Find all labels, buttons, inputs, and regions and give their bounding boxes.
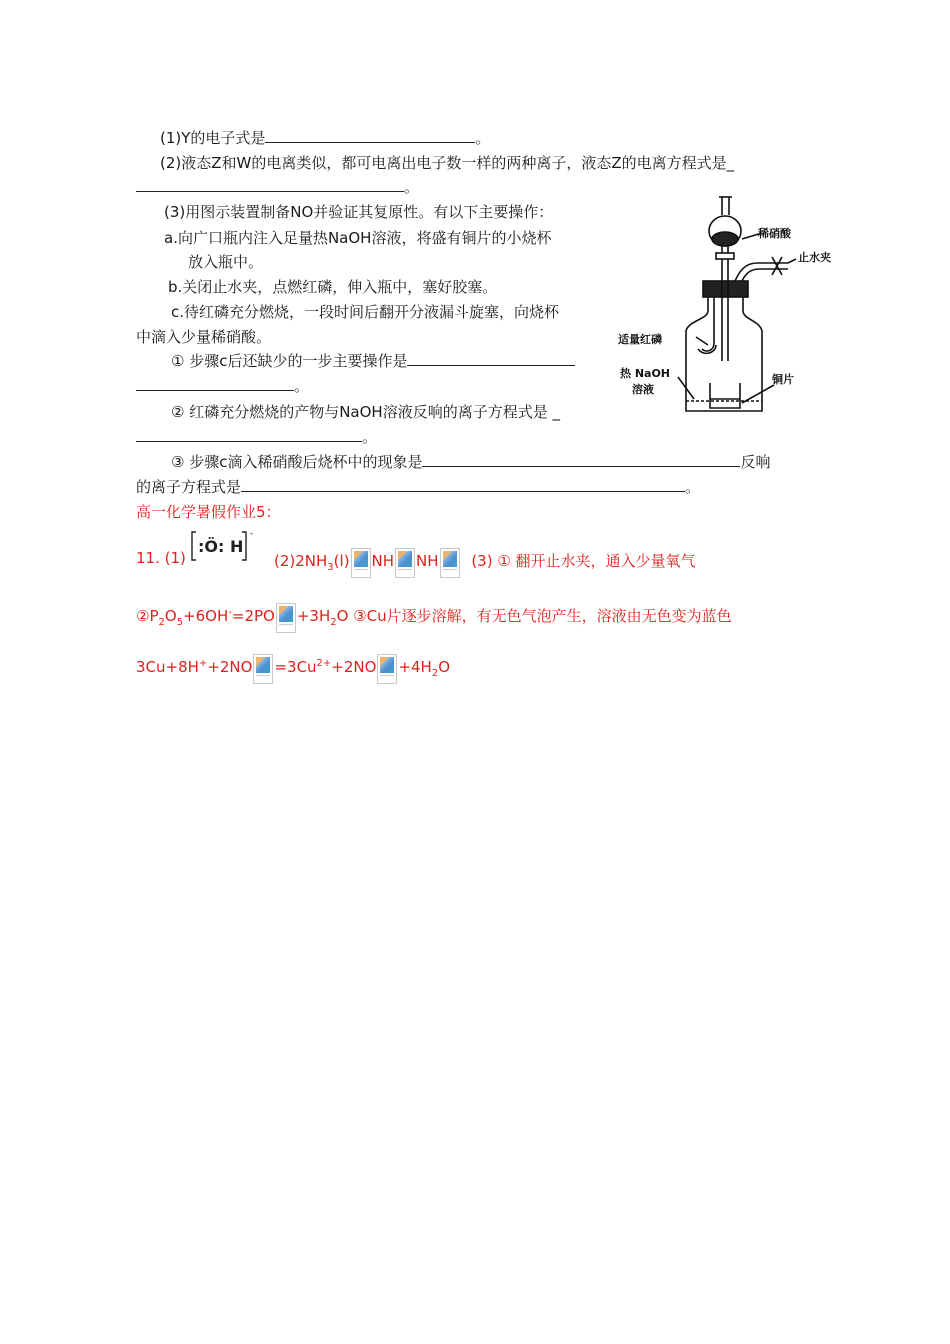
label-red-phosphorus: 适量红磷	[618, 333, 662, 346]
small-beaker	[710, 383, 740, 408]
sub-question-3-cont: 的离子方程式是 。	[136, 478, 701, 496]
answer-blank	[241, 477, 685, 492]
broken-image-icon	[440, 548, 460, 578]
label-dilute-nitric-acid: 稀硝酸	[758, 227, 791, 240]
separatory-funnel	[709, 197, 741, 267]
question-2-line-1: (2)液态Z和W的电离类似，都可电离出电子数一样的两种离子，液态Z的电离方程式是_	[160, 154, 735, 172]
sub-question-1: ① 步骤c后还缺少的一步主要操作是	[171, 351, 575, 371]
answer-blank	[136, 427, 362, 442]
answer-blank	[136, 177, 404, 192]
question-2-line-2: 。	[136, 177, 419, 197]
broken-image-icon	[395, 548, 415, 578]
answer-blank	[422, 452, 740, 467]
svg-text:-: -	[250, 529, 254, 539]
answer-blank	[136, 376, 294, 391]
sub-question-2-cont: 。	[136, 427, 377, 447]
question-1: (1)Y的电子式是 。	[160, 129, 491, 147]
step-b: b.关闭止水夹，点燃红磷，伸入瓶中，塞好胶塞。	[168, 278, 498, 296]
lewis-structure-hydroxide	[190, 528, 260, 564]
label-water-clamp: 止水夹	[798, 251, 831, 264]
question-3-intro: (3)用图示装置制备NO并验证其复原性。有以下主要操作：	[164, 203, 554, 221]
answer-11-3-line-2: $②P_2O_5+6OH^-=2PO +3H_2O$ ③Cu片逐步溶解，有无色气泡产生，溶液由无色变为蓝色	[136, 603, 732, 633]
step-a-line-2: 放入瓶中。	[188, 253, 264, 271]
answer-11-2: $(2)2NH_3(l)$ NH NH (3) ① 翻开止水夹，通入少量氧气	[274, 548, 696, 578]
rubber-stopper	[703, 281, 748, 297]
svg-text::Ö:: :Ö:	[198, 537, 225, 556]
label-copper: 铜片	[772, 373, 794, 386]
apparatus-diagram	[612, 193, 848, 425]
answer-11-3-line-3: $3Cu+8H^++2NO =3Cu^{2+}+2NO +4H_2O$	[136, 654, 450, 684]
answer-blank	[407, 351, 575, 366]
svg-text:H: H	[230, 537, 244, 556]
label-solution: 溶液	[632, 383, 654, 396]
step-c-line-1: c.待红磷充分燃烧，一段时间后翻开分液漏斗旋塞，向烧杯	[171, 303, 560, 321]
broken-image-icon	[377, 654, 397, 684]
broken-image-icon	[351, 548, 371, 578]
answer-heading: 高一化学暑假作业5：	[136, 503, 281, 521]
step-a-line-1: a.向广口瓶内注入足量热NaOH溶液，将盛有铜片的小烧杯	[164, 229, 552, 247]
step-c-line-2: 中滴入少量稀硝酸。	[136, 328, 272, 346]
broken-image-icon	[276, 603, 296, 633]
sub-question-2: ② 红磷充分燃烧的产物与NaOH溶液反响的离子方程式是 _	[171, 403, 560, 421]
broken-image-icon	[253, 654, 273, 684]
label-hot-naoh: 热 NaOH	[620, 367, 671, 380]
sub-question-1-cont: 。	[136, 376, 309, 396]
answer-11-label: 11. (1)	[136, 549, 186, 567]
answer-blank	[265, 128, 475, 143]
sub-question-3: ③ 步骤c滴入稀硝酸后烧杯中的现象是 反响	[171, 453, 771, 471]
wide-mouth-bottle	[686, 297, 762, 411]
